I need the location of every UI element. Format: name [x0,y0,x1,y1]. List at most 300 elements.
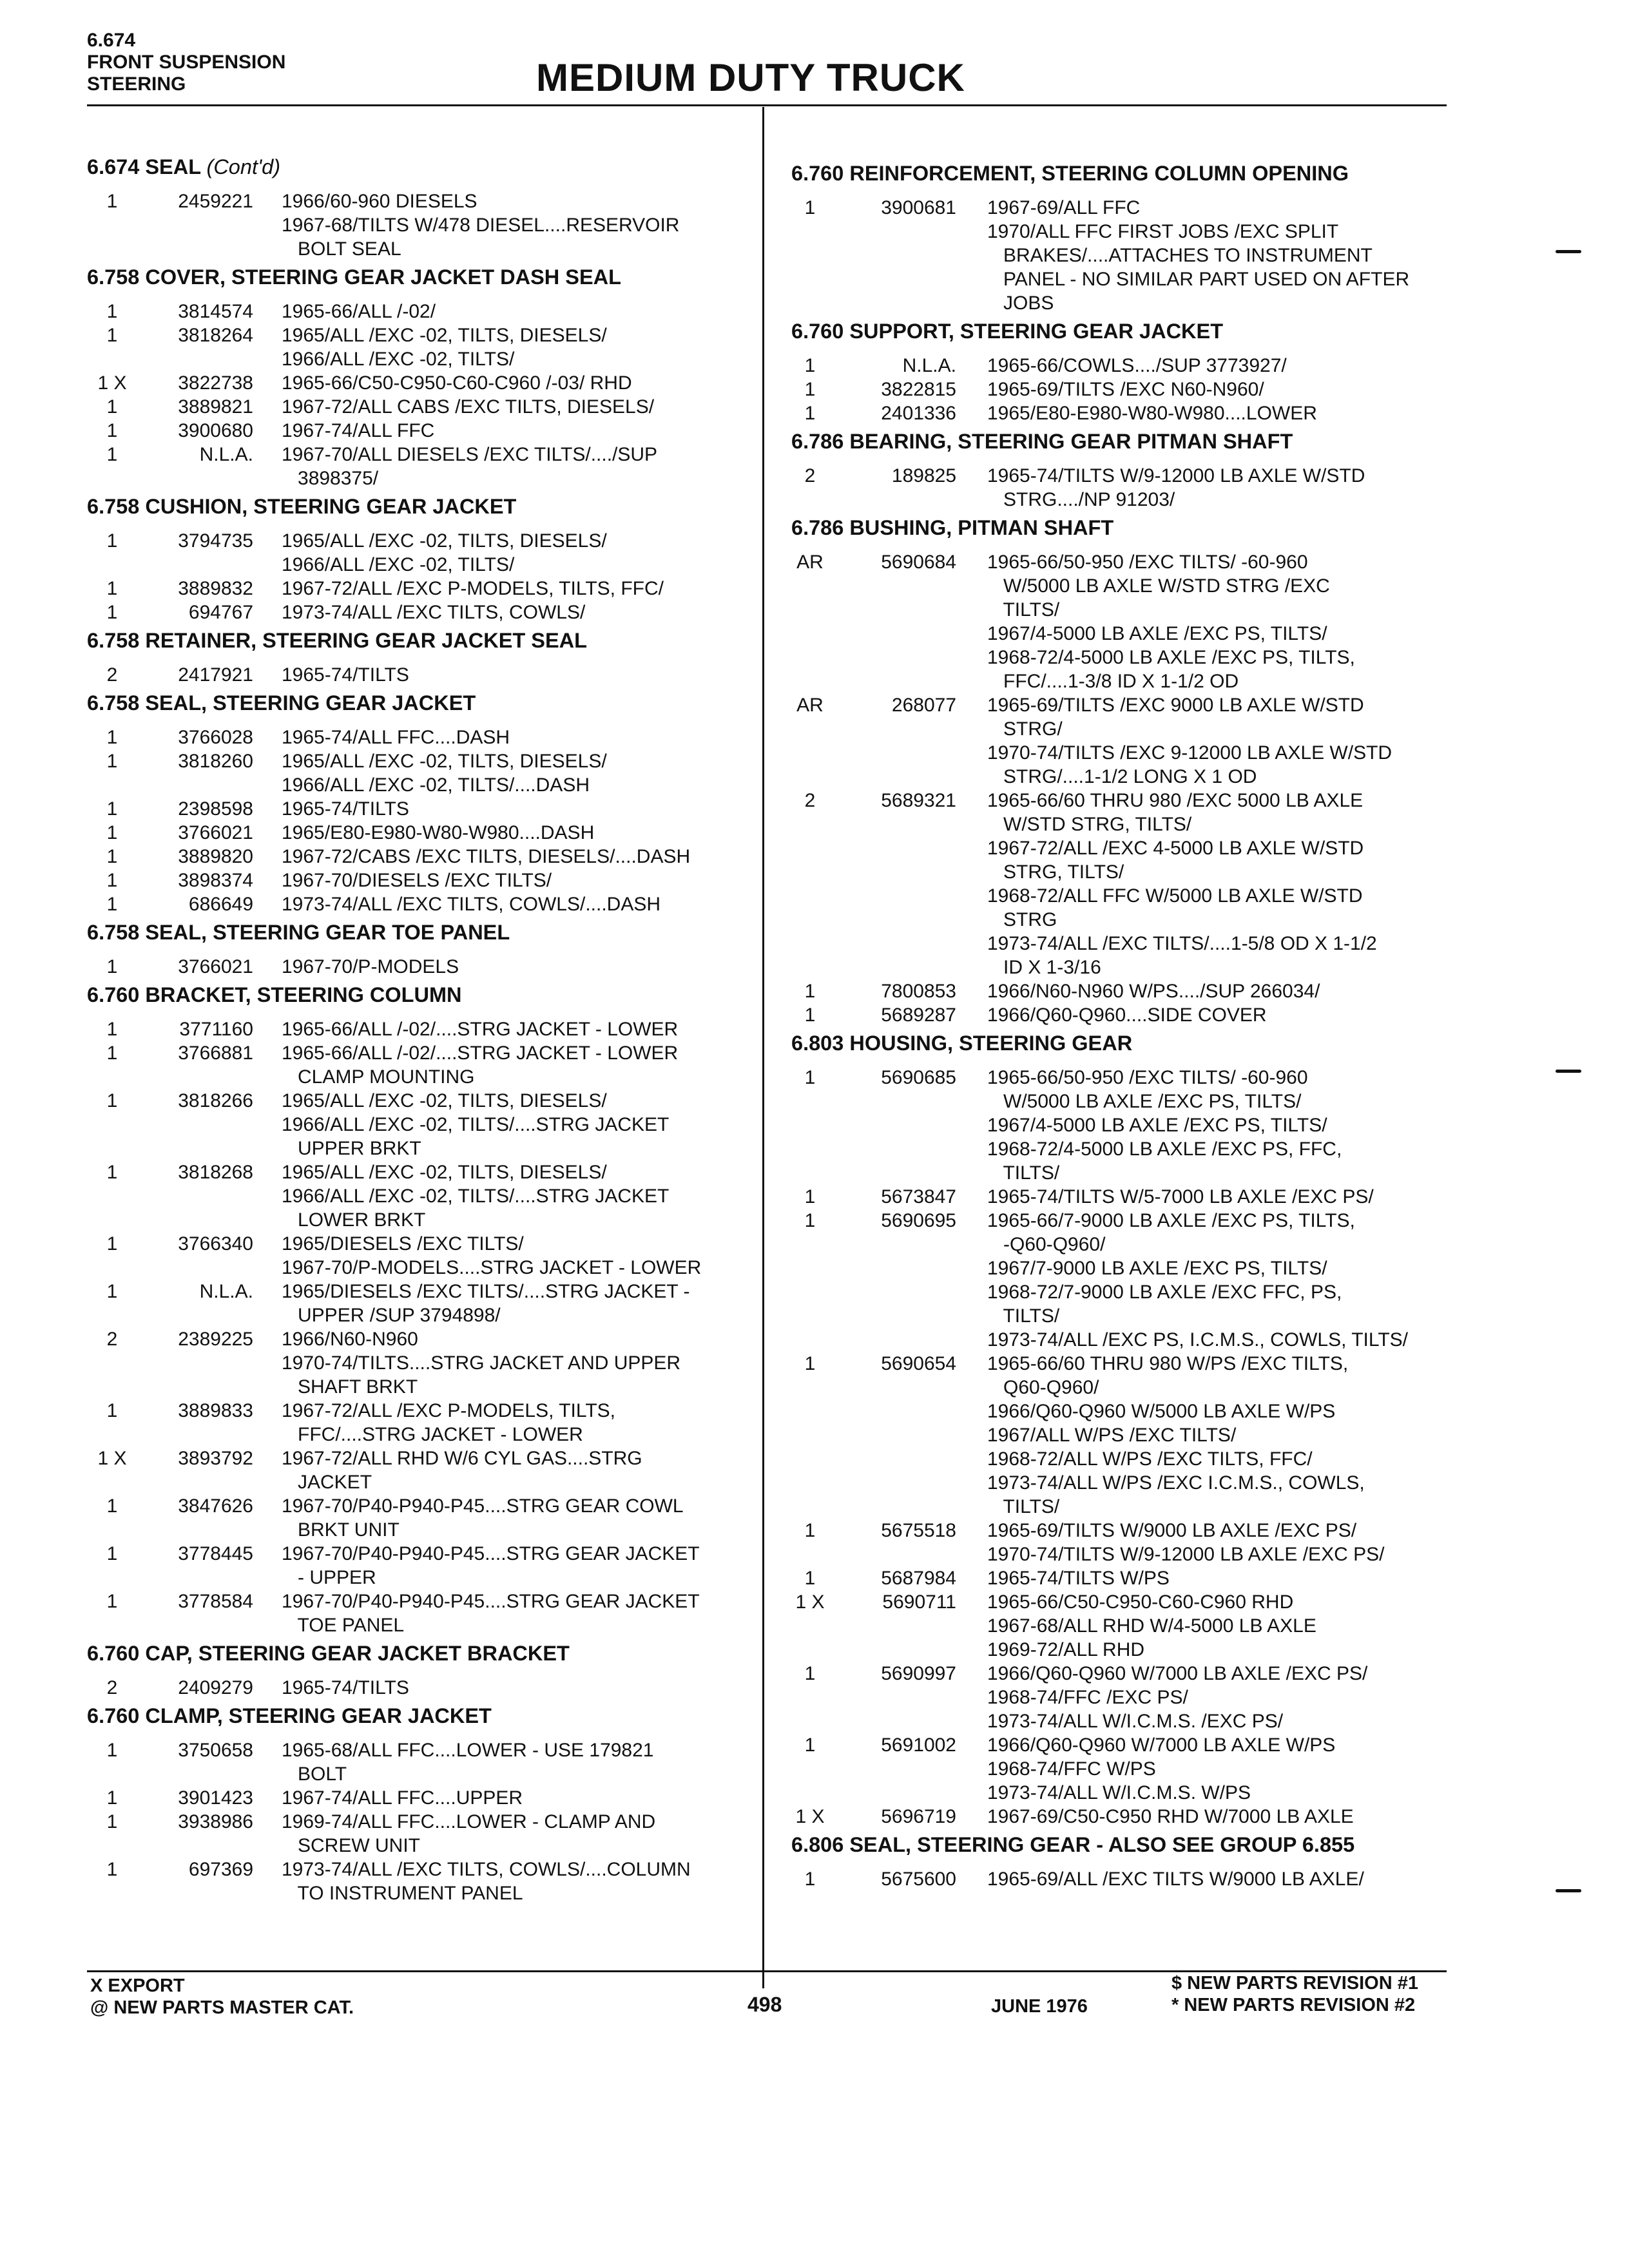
description-line: 1970-74/TILTS W/9-12000 LB AXLE /EXC PS/ [987,1544,1385,1565]
part-number: 3778584 [178,1591,253,1612]
description-line: 1965-66/50-950 /EXC TILTS/ -60-960 [987,1067,1308,1088]
description-line: 1968-74/FFC /EXC PS/ [987,1687,1188,1708]
part-description [987,196,1461,315]
part-number: 5673847 [881,1186,956,1207]
part-number: 697369 [188,1859,253,1880]
part-number: 3889821 [178,396,253,418]
part-description [282,1858,744,1905]
part-number: 3822738 [178,372,253,394]
part-number: 3766021 [178,822,253,843]
section-number: 6.786 [791,516,844,539]
part-number: 3818264 [178,325,253,346]
part-row [87,1327,744,1399]
part-description [987,979,1461,1003]
description-line: 1965-66/ALL /-02/ [282,301,436,322]
section-title: CUSHION, STEERING GEAR JACKET [145,495,517,518]
part-description [987,1003,1461,1027]
part-quantity: AR [796,552,824,573]
part-quantity: 1 [106,727,118,748]
description-line: 1966/ALL /EXC -02, TILTS/....DASH [282,774,590,796]
part-quantity: 1 [106,420,118,441]
part-number: 2398598 [178,798,253,820]
part-description [282,663,744,687]
part-quantity: 1 [804,197,816,218]
description-line: W/5000 LB AXLE W/STD STRG /EXC [987,575,1330,597]
description-line: STRG..../NP 91203/ [987,489,1175,510]
part-number: 2389225 [178,1329,253,1350]
part-row [87,443,744,490]
part-row [791,1003,1461,1027]
part-number: 3750658 [178,1740,253,1761]
part-row [791,1066,1461,1185]
part-quantity: 1 [804,379,816,400]
part-number: 3889832 [178,578,253,599]
description-line: 1967-68/TILTS W/478 DIESEL....RESERVOIR [282,215,680,236]
part-description [987,1805,1461,1829]
part-description [987,693,1461,789]
part-row [87,395,744,419]
part-description [282,1738,744,1786]
part-quantity: 1 [804,1186,816,1207]
section-number: 6.760 [791,162,844,185]
part-quantity: 1 [804,1353,816,1374]
part-number: 5691002 [881,1735,956,1756]
part-number: 2459221 [178,191,253,212]
description-line: 1966/N60-N960 W/PS..../SUP 266034/ [987,981,1320,1002]
part-row [87,1041,744,1089]
part-row [87,1676,744,1700]
part-quantity: 1 [106,1043,118,1064]
description-line: TILTS/ [987,1162,1060,1184]
description-line: JACKET [282,1472,372,1493]
section-heading [87,919,744,946]
part-row [87,1017,744,1041]
section-number: 6.760 [87,1704,140,1727]
description-line: 1966/ALL /EXC -02, TILTS/....STRG JACKET [282,1114,670,1135]
description-line: 1966/Q60-Q960....SIDE COVER [987,1004,1267,1026]
description-line: 1968-72/ALL W/PS /EXC TILTS, FFC/ [987,1448,1313,1470]
part-description [987,1185,1461,1209]
description-line: 1970-74/TILTS....STRG JACKET AND UPPER [282,1352,681,1374]
description-line: 1967-70/P40-P940-P45....STRG GEAR JACKET [282,1543,700,1564]
part-description [282,189,744,261]
part-number: 3889820 [178,846,253,867]
description-line: BRKT UNIT [282,1519,400,1541]
description-line: FFC/....STRG JACKET - LOWER [282,1424,583,1445]
revision-mark [1556,1070,1581,1073]
description-line: 1968-72/ALL FFC W/5000 LB AXLE W/STD [987,885,1363,907]
section-number: 6.760 [87,1642,140,1665]
description-line: ID X 1-3/16 [987,957,1101,978]
description-line: STRG/....1-1/2 LONG X 1 OD [987,766,1257,787]
part-quantity: 2 [106,664,118,686]
description-line: 1970/ALL FFC FIRST JOBS /EXC SPLIT [987,221,1339,242]
part-row [791,1209,1461,1352]
part-description [987,1590,1461,1662]
description-line: 1965-66/7-9000 LB AXLE /EXC PS, TILTS, [987,1210,1355,1231]
description-line: 1970-74/TILTS /EXC 9-12000 LB AXLE W/STD [987,742,1393,764]
description-line: 1969-74/ALL FFC....LOWER - CLAMP AND [282,1811,656,1832]
part-row [87,1786,744,1810]
part-quantity: 1 [804,1869,816,1890]
part-description [282,1232,744,1280]
part-description [987,354,1461,378]
description-line: BOLT [282,1763,347,1785]
description-line: STRG, TILTS/ [987,861,1124,883]
part-row [791,1185,1461,1209]
revision-mark [1556,1889,1581,1892]
part-row [87,869,744,892]
section-number: 6.760 [791,320,844,343]
part-row [87,577,744,601]
section-number: 6.674 [87,155,140,178]
description-line: PANEL - NO SIMILAR PART USED ON AFTER [987,269,1410,290]
part-row [87,1542,744,1590]
part-quantity: 1 [106,1281,118,1302]
part-row [791,789,1461,979]
footer-master-note: @ NEW PARTS MASTER CAT. [90,1997,354,2018]
section-number: 6.760 [87,983,140,1006]
part-number: 3818260 [178,751,253,772]
description-line: 1967-70/P-MODELS [282,956,459,977]
part-row [87,892,744,916]
part-row [791,1805,1461,1829]
section-heading [791,1831,1461,1858]
description-line: STRG/ [987,718,1063,740]
footer-export-note: X EXPORT [90,1975,185,1996]
part-number: 5675600 [881,1869,956,1890]
part-quantity: 1 [106,822,118,843]
description-line: 1966/Q60-Q960 W/7000 LB AXLE W/PS [987,1735,1336,1756]
page-title: MEDIUM DUTY TRUCK [536,56,965,99]
part-number: 268077 [891,695,956,716]
part-quantity: 1 [106,1740,118,1761]
part-description [282,1017,744,1041]
part-quantity: 1 [106,1019,118,1040]
section-heading [791,428,1461,455]
part-quantity: 1 [106,1787,118,1809]
description-line: W/5000 LB AXLE /EXC PS, TILTS/ [987,1091,1302,1112]
description-line: 3898375/ [282,468,379,489]
part-row [87,1494,744,1542]
part-number: 2409279 [178,1677,253,1698]
description-line: 1973-74/ALL W/I.C.M.S. /EXC PS/ [987,1711,1284,1732]
part-quantity: 1 [106,870,118,891]
part-number: 5689287 [881,1004,956,1026]
part-description [282,529,744,577]
description-line: TILTS/ [987,599,1060,620]
part-quantity: 1 [106,846,118,867]
section-title: COVER, STEERING GEAR JACKET DASH SEAL [145,265,621,289]
description-line: 1965-66/ALL /-02/....STRG JACKET - LOWER [282,1043,679,1064]
description-line: 1965-66/C50-C950-C60-C960 RHD [987,1591,1294,1613]
part-quantity: 1 [804,1663,816,1684]
part-description [282,845,744,869]
part-description [282,419,744,443]
part-quantity: 2 [106,1329,118,1350]
part-row [791,1566,1461,1590]
part-quantity: 1 [106,530,118,552]
part-description [282,1446,744,1494]
part-quantity: 1 [106,602,118,623]
description-line: 1965/ALL /EXC -02, TILTS, DIESELS/ [282,751,607,772]
part-quantity: 1 X [97,1448,127,1469]
header-subcategory: STEERING [87,73,186,95]
description-line: Q60-Q960/ [987,1377,1099,1398]
section-title: SUPPORT, STEERING GEAR JACKET [849,320,1224,343]
part-quantity: 1 [804,1067,816,1088]
section-number: 6.758 [87,495,140,518]
description-line: LOWER BRKT [282,1209,426,1231]
part-row [87,419,744,443]
description-line: 1967/ALL W/PS /EXC TILTS/ [987,1425,1237,1446]
description-line: 1968-74/FFC W/PS [987,1758,1156,1780]
section-heading [87,627,744,654]
part-row [87,1160,744,1232]
section-title: REINFORCEMENT, STEERING COLUMN OPENING [849,162,1349,185]
description-line: 1965/ALL /EXC -02, TILTS, DIESELS/ [282,1162,607,1183]
description-line: 1965-69/ALL /EXC TILTS W/9000 LB AXLE/ [987,1869,1364,1890]
description-line: 1968-72/4-5000 LB AXLE /EXC PS, TILTS, [987,647,1355,668]
part-number: 3901423 [178,1787,253,1809]
part-description [987,1209,1461,1352]
part-number: 3938986 [178,1811,253,1832]
description-line: 1967-68/ALL RHD W/4-5000 LB AXLE [987,1615,1316,1637]
description-line: 1967-72/ALL /EXC 4-5000 LB AXLE W/STD [987,838,1364,859]
left-column [87,151,744,1905]
description-line: 1967/4-5000 LB AXLE /EXC PS, TILTS/ [987,623,1327,644]
description-line: 1966/60-960 DIESELS [282,191,477,212]
section-number: 6.806 [791,1833,844,1856]
description-line: 1965-66/ALL /-02/....STRG JACKET - LOWER [282,1019,679,1040]
part-quantity: 1 [106,1859,118,1880]
part-row [87,601,744,624]
part-number: 5690711 [882,1591,956,1613]
description-line: 1967-70/DIESELS /EXC TILTS/ [282,870,552,891]
part-number: 3900680 [178,420,253,441]
section-number: 6.758 [87,629,140,652]
footer-revision-1: $ NEW PARTS REVISION #1 [1171,1973,1418,1994]
part-quantity: 1 [106,1495,118,1517]
description-line: FFC/....1-3/8 ID X 1-1/2 OD [987,671,1239,692]
part-number: 3847626 [178,1495,253,1517]
description-line: 1966/Q60-Q960 W/5000 LB AXLE W/PS [987,1401,1336,1422]
part-description [987,378,1461,401]
part-row [87,1738,744,1786]
section-title: CLAMP, STEERING GEAR JACKET [145,1704,492,1727]
part-quantity: 1 [804,981,816,1002]
part-quantity: 1 [106,1400,118,1421]
section-number: 6.803 [791,1032,844,1055]
part-number: 5689321 [881,790,956,811]
part-quantity: 1 [106,1543,118,1564]
part-row [87,726,744,749]
description-line: 1965/DIESELS /EXC TILTS/ [282,1233,524,1254]
part-row [87,821,744,845]
description-line: 1965-66/60 THRU 980 /EXC 5000 LB AXLE [987,790,1364,811]
part-description [282,1786,744,1810]
part-number: N.L.A. [199,1281,253,1302]
part-number: 3766340 [178,1233,253,1254]
section-heading [87,153,744,180]
part-description [282,1160,744,1232]
part-number: 3766021 [178,956,253,977]
part-number: 3778445 [178,1543,253,1564]
description-line: CLAMP MOUNTING [282,1066,475,1088]
description-line: TILTS/ [987,1496,1060,1517]
description-line: BOLT SEAL [282,238,401,260]
heading-spacer [200,155,206,178]
part-row [87,300,744,323]
part-number: 3893792 [178,1448,253,1469]
section-heading [87,689,744,716]
part-description [987,1352,1461,1519]
description-line: 1966/ALL /EXC -02, TILTS/ [282,349,515,370]
description-line: 1973-74/ALL /EXC TILTS, COWLS/ [282,602,586,623]
footer-date: JUNE 1976 [991,1996,1088,2017]
part-row [87,323,744,371]
part-description [282,323,744,371]
part-description [282,1041,744,1089]
part-quantity: 1 [106,325,118,346]
section-heading [87,1702,744,1729]
description-line: 1967-72/ALL RHD W/6 CYL GAS....STRG [282,1448,642,1469]
part-number: 3818268 [178,1162,253,1183]
part-quantity: 1 [106,191,118,212]
part-row [791,1867,1461,1891]
part-quantity: 1 [106,1233,118,1254]
part-quantity: 1 [106,444,118,465]
part-row [791,401,1461,425]
part-quantity: 2 [106,1677,118,1698]
description-line: 1967-72/ALL /EXC P-MODELS, TILTS, [282,1400,615,1421]
part-description [282,1327,744,1399]
page-number: 498 [747,1993,782,2016]
part-row [87,371,744,395]
description-line: 1965-69/TILTS W/9000 LB AXLE /EXC PS/ [987,1520,1357,1541]
part-quantity: 1 [804,355,816,376]
part-row [791,1733,1461,1805]
part-number: 3898374 [178,870,253,891]
part-number: 5675518 [881,1520,956,1541]
part-row [791,378,1461,401]
part-description [282,1542,744,1590]
part-quantity: 1 [804,1004,816,1026]
header-rule [87,104,1447,106]
part-row [791,693,1461,789]
part-quantity: 1 [106,956,118,977]
section-title: CAP, STEERING GEAR JACKET BRACKET [145,1642,570,1665]
part-description [282,1810,744,1858]
part-row [791,1519,1461,1566]
part-quantity: 1 [804,403,816,424]
description-line: - UPPER [282,1567,376,1588]
part-quantity: 1 [804,1520,816,1541]
section-title: HOUSING, STEERING GEAR [849,1032,1133,1055]
part-row [87,1399,744,1446]
section-heading [791,1030,1461,1057]
description-line: SCREW UNIT [282,1835,420,1856]
part-quantity: 1 X [795,1591,825,1613]
part-row [87,189,744,261]
description-line: 1965-69/TILTS /EXC 9000 LB AXLE W/STD [987,695,1364,716]
description-line: 1967-74/ALL FFC....UPPER [282,1787,523,1809]
description-line: JOBS [987,293,1054,314]
part-row [87,1810,744,1858]
section-number: 6.758 [87,265,140,289]
part-number: 694767 [188,602,253,623]
part-description [282,601,744,624]
part-number: 5690684 [881,552,956,573]
part-row [87,797,744,821]
part-row [87,1232,744,1280]
part-description [282,395,744,419]
part-description [987,1066,1461,1185]
part-row [791,196,1461,315]
description-line: 1973-74/ALL W/I.C.M.S. W/PS [987,1782,1251,1803]
description-line: 1967-72/ALL CABS /EXC TILTS, DIESELS/ [282,396,655,418]
part-quantity: 1 [106,396,118,418]
section-title: SEAL, STEERING GEAR - ALSO SEE GROUP 6.855 [849,1833,1355,1856]
part-description [987,789,1461,979]
section-heading [791,160,1461,187]
description-line: 1965-74/TILTS [282,1677,409,1698]
description-line: 1973-74/ALL /EXC TILTS, COWLS/....DASH [282,894,661,915]
part-description [282,869,744,892]
section-heading [87,981,744,1008]
part-description [282,797,744,821]
section-number: 6.758 [87,691,140,715]
part-description [282,1494,744,1542]
description-line: 1967-72/CABS /EXC TILTS, DIESELS/....DASH [282,846,691,867]
section-title: SEAL, STEERING GEAR JACKET [145,691,476,715]
part-row [87,663,744,687]
description-line: 1965-74/TILTS [282,798,409,820]
description-line: 1973-74/ALL /EXC PS, I.C.M.S., COWLS, TILTS/ [987,1329,1409,1350]
part-number: 3766881 [178,1043,253,1064]
part-description [282,577,744,601]
part-row [87,1446,744,1494]
description-line: 1967-70/P-MODELS....STRG JACKET - LOWER [282,1257,702,1278]
part-row [791,1352,1461,1519]
part-quantity: 1 [106,894,118,915]
part-description [987,1519,1461,1566]
description-line: 1965-66/50-950 /EXC TILTS/ -60-960 [987,552,1308,573]
part-quantity: AR [796,695,824,716]
part-row [791,354,1461,378]
part-description [282,892,744,916]
part-quantity: 2 [804,790,816,811]
section-heading [87,493,744,520]
part-description [282,1280,744,1327]
right-column [791,157,1461,1891]
description-line: 1965-66/COWLS..../SUP 3773927/ [987,355,1287,376]
section-title: BEARING, STEERING GEAR PITMAN SHAFT [849,430,1293,453]
part-quantity: 1 [106,751,118,772]
description-line: 1973-74/ALL /EXC TILTS, COWLS/....COLUMN [282,1859,691,1880]
section-heading [791,318,1461,345]
header-block [87,30,285,95]
part-number: N.L.A. [199,444,253,465]
part-number: 7800853 [881,981,956,1002]
part-row [87,1089,744,1160]
description-line: 1973-74/ALL W/PS /EXC I.C.M.S., COWLS, [987,1472,1365,1494]
part-quantity: 1 [804,1735,816,1756]
description-line: 1967-74/ALL FFC [282,420,435,441]
description-line: 1966/ALL /EXC -02, TILTS/ [282,554,515,575]
column-divider [762,107,764,1988]
section-title: RETAINER, STEERING GEAR JACKET SEAL [145,629,587,652]
